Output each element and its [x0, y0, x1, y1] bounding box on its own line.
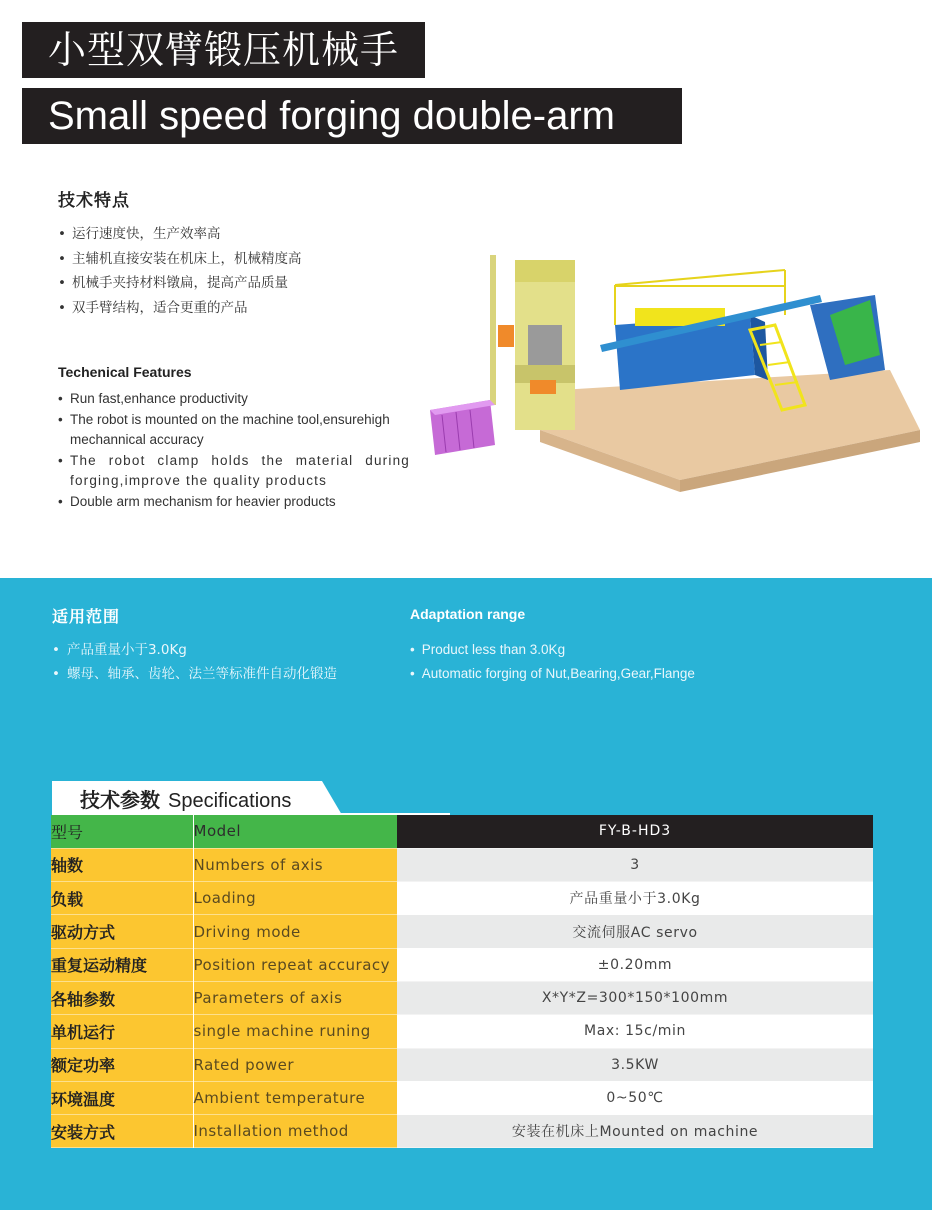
features-en-list [58, 389, 410, 512]
row-label-cn: 驱动方式 [51, 915, 193, 948]
table-row [51, 948, 873, 981]
header-cell-value: FY-B-HD3 [397, 815, 873, 848]
specs-table [51, 815, 873, 1148]
list-item: • Product less than 3.0Kg [410, 638, 695, 662]
list-item: • Double arm mechanism for heavier products [58, 492, 410, 513]
adaptation-and-specs-section [0, 578, 932, 1210]
row-label-en: single machine runing [193, 1015, 397, 1048]
row-value: 3.5KW [397, 1048, 873, 1081]
row-label-en: Rated power [193, 1048, 397, 1081]
row-label-en: Position repeat accuracy [193, 948, 397, 981]
table-row [51, 915, 873, 948]
adaptation-cn-list [52, 638, 337, 686]
list-item: • Run fast,enhance productivity [58, 389, 410, 410]
row-value: ±0.20mm [397, 948, 873, 981]
row-value: Max: 15c/min [397, 1015, 873, 1048]
list-item: • 产品重量小于3.0Kg [52, 638, 337, 662]
row-label-en: Parameters of axis [193, 981, 397, 1014]
title-english: Small speed forging double-arm robot [22, 88, 682, 144]
row-label-cn: 负载 [51, 882, 193, 915]
list-item: • The robot clamp holds the material during forging,improve the quality products [58, 451, 410, 492]
features-cn-heading: 技术特点 [58, 191, 130, 211]
row-value: 0~50℃ [397, 1081, 873, 1114]
specs-tab-en: Specifications [168, 790, 292, 812]
adaptation-cn-heading: 适用范围 [52, 607, 121, 626]
adaptation-en-heading: Adaptation range [410, 606, 526, 622]
row-label-cn: 重复运动精度 [51, 948, 193, 981]
row-label-en: Driving mode [193, 915, 397, 948]
list-item: • The robot is mounted on the machine tool,ensurehigh mechannical accuracy [58, 410, 410, 451]
table-row [51, 1115, 873, 1148]
row-value: 交流伺服AC servo [397, 915, 873, 948]
row-label-en: Loading [193, 882, 397, 915]
row-label-en: Ambient temperature [193, 1081, 397, 1114]
row-label-cn: 安装方式 [51, 1115, 193, 1148]
robot-machine-illustration [420, 230, 930, 530]
header-cell-cn: 型号 [51, 815, 193, 848]
row-label-cn: 单机运行 [51, 1015, 193, 1048]
row-label-cn: 环境温度 [51, 1081, 193, 1114]
list-item: • 主辅机直接安装在机床上，机械精度高 [58, 247, 301, 272]
row-value: 安装在机床上Mounted on machine [397, 1115, 873, 1148]
specs-tab-cn: 技术参数 [80, 788, 160, 812]
row-value: 产品重量小于3.0Kg [397, 882, 873, 915]
top-section [0, 0, 932, 578]
specs-tab-title [80, 784, 291, 813]
table-row [51, 1048, 873, 1081]
row-label-en: Installation method [193, 1115, 397, 1148]
table-row [51, 981, 873, 1014]
features-en-heading: Techenical Features [58, 364, 192, 380]
list-item: • 运行速度快，生产效率高 [58, 222, 301, 247]
features-cn-list [58, 222, 301, 320]
header-cell-en: Model [193, 815, 397, 848]
row-label-cn: 轴数 [51, 848, 193, 881]
table-row [51, 848, 873, 881]
row-label-cn: 各轴参数 [51, 981, 193, 1014]
table-row [51, 1081, 873, 1114]
list-item: • Automatic forging of Nut,Bearing,Gear,Flange [410, 662, 695, 686]
title-chinese: 小型双臂锻压机械手 [22, 22, 425, 78]
table-row [51, 1015, 873, 1048]
row-label-cn: 额定功率 [51, 1048, 193, 1081]
row-value: X*Y*Z=300*150*100mm [397, 981, 873, 1014]
row-value: 3 [397, 848, 873, 881]
list-item: • 机械手夹持材料镦扁，提高产品质量 [58, 271, 301, 296]
table-row [51, 882, 873, 915]
list-item: • 双手臂结构，适合更重的产品 [58, 296, 301, 321]
table-header-row [51, 815, 873, 848]
row-label-en: Numbers of axis [193, 848, 397, 881]
adaptation-en-list [410, 638, 695, 686]
list-item: • 螺母、轴承、齿轮、法兰等标准件自动化锻造 [52, 662, 337, 686]
